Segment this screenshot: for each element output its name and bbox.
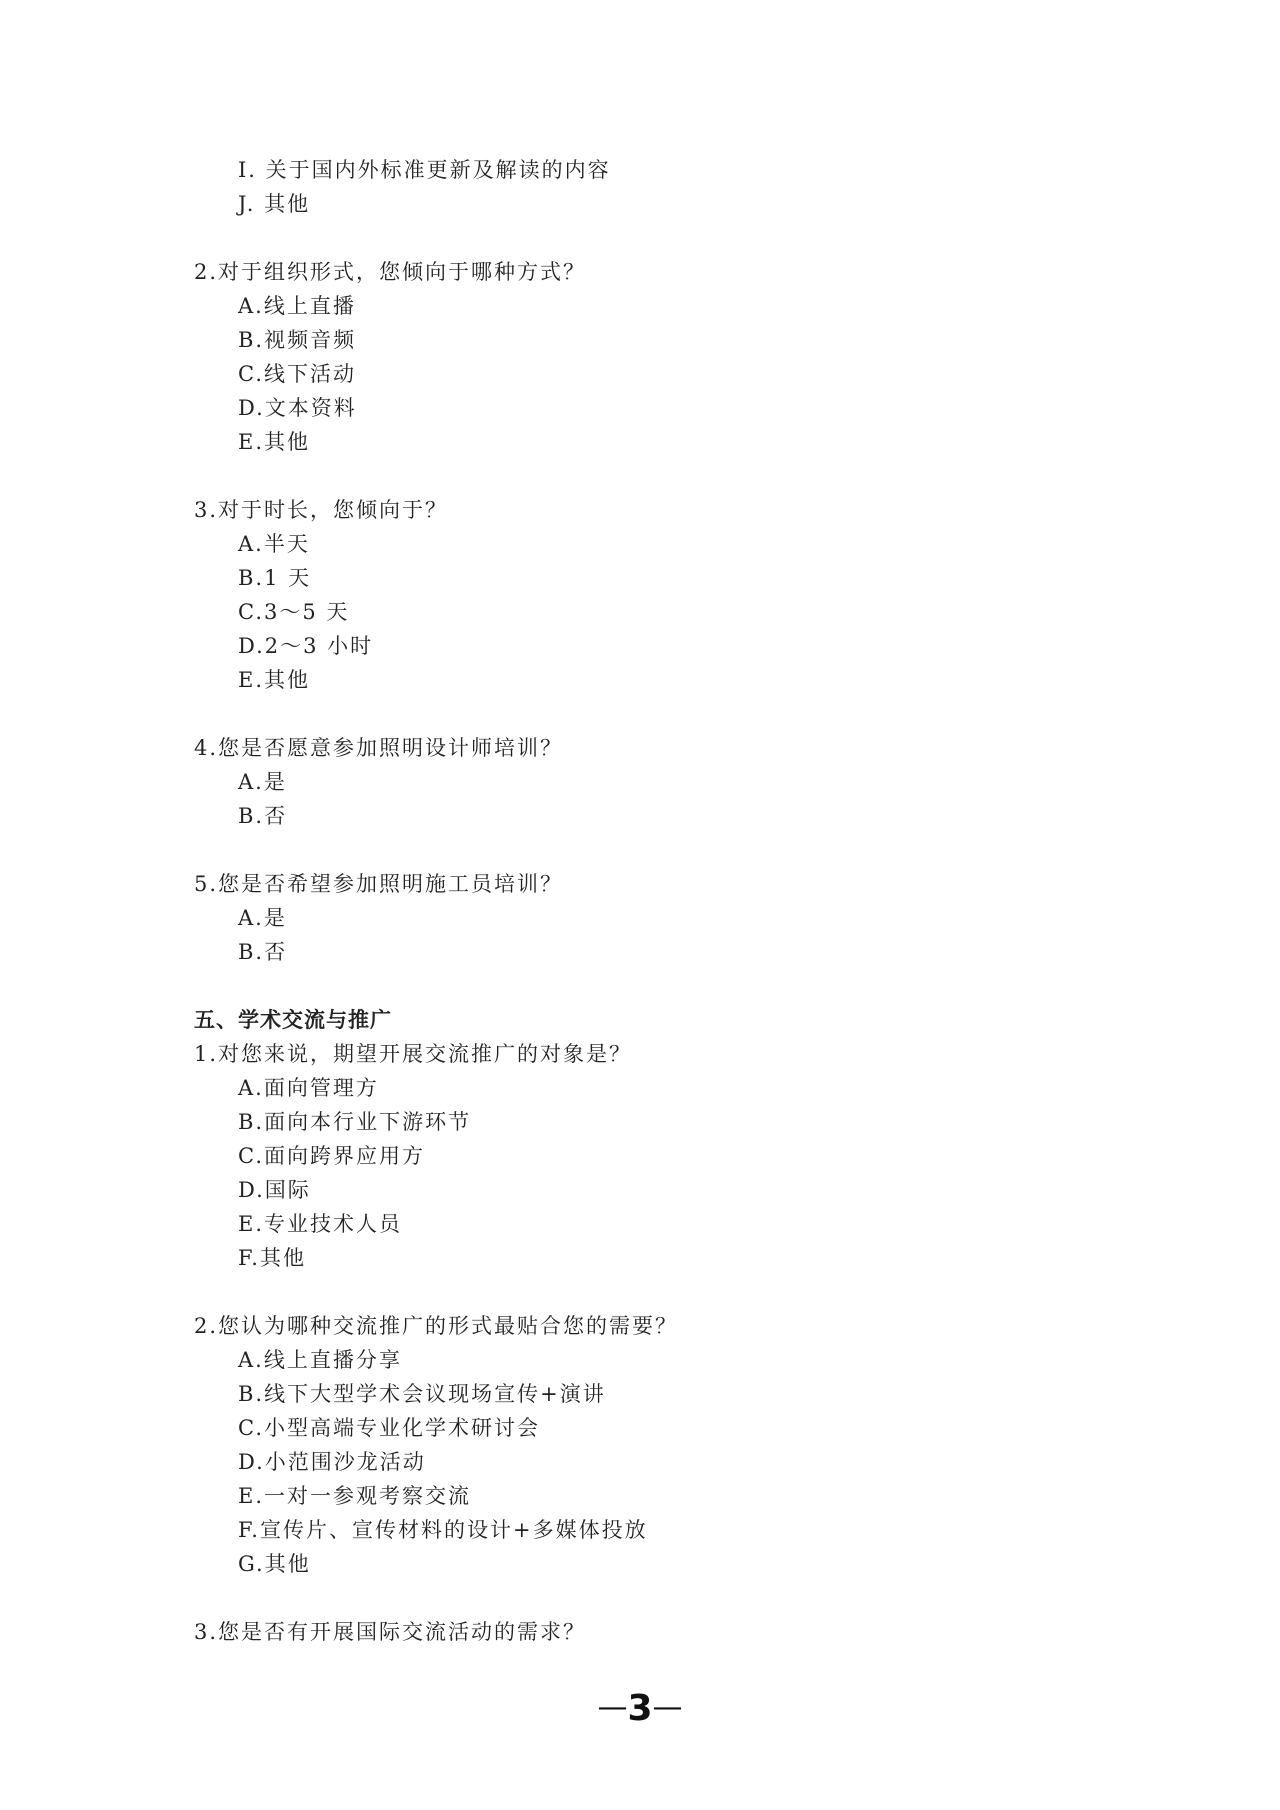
- question-text: 1.对您来说，期望开展交流推广的对象是？: [194, 1042, 633, 1066]
- option-text: D.国际: [238, 1178, 311, 1202]
- option-text: A.线上直播分享: [238, 1348, 402, 1372]
- paragraph-gap: [194, 697, 1094, 731]
- option-text: E.一对一参观考察交流: [238, 1484, 472, 1508]
- option-text: B.否: [238, 804, 288, 828]
- option-text: F.宣传片、宣传材料的设计+多媒体投放: [238, 1518, 648, 1542]
- option-text: A.半天: [238, 532, 310, 556]
- question-text: 5.您是否希望参加照明施工员培训？: [194, 872, 564, 896]
- option-text: E.其他: [238, 430, 311, 454]
- option-text: A.线上直播: [238, 294, 356, 318]
- option-text: A.面向管理方: [238, 1076, 379, 1100]
- option-text: E.其他: [238, 668, 311, 692]
- option-text: C.线下活动: [238, 362, 356, 386]
- option-text: F.其他: [238, 1246, 306, 1270]
- paragraph-gap: [194, 459, 1094, 493]
- option-text: B.面向本行业下游环节: [238, 1110, 472, 1134]
- option-text: I. 关于国内外标准更新及解读的内容: [238, 158, 611, 182]
- option-text: A.是: [238, 770, 287, 794]
- paragraph-gap: [194, 833, 1094, 867]
- paragraph-gap: [194, 1275, 1094, 1309]
- option-text: B.线下大型学术会议现场宣传+演讲: [238, 1382, 606, 1406]
- option-text: G.其他: [238, 1552, 311, 1576]
- question-text: 4.您是否愿意参加照明设计师培训？: [194, 736, 564, 760]
- question-text: 3.您是否有开展国际交流活动的需求？: [194, 1620, 587, 1644]
- option-text: D.小范围沙龙活动: [238, 1450, 426, 1474]
- option-text: A.是: [238, 906, 287, 930]
- option-text: B.1 天: [238, 566, 312, 590]
- option-text: D.2～3 小时: [238, 634, 374, 658]
- footer-dash-right: —: [652, 1690, 683, 1725]
- option-text: J. 其他: [238, 192, 311, 216]
- option-text: E.专业技术人员: [238, 1212, 403, 1236]
- question-text: 2.对于组织形式，您倾向于哪种方式？: [194, 260, 587, 284]
- page-number: 3: [627, 1688, 653, 1729]
- option-text: D.文本资料: [238, 396, 357, 420]
- paragraph-gap: [194, 221, 1094, 255]
- option-text: B.视频音频: [238, 328, 357, 352]
- paragraph-gap: [194, 1581, 1094, 1615]
- question-text: 2.您认为哪种交流推广的形式最贴合您的需要？: [194, 1314, 679, 1338]
- option-text: C.面向跨界应用方: [238, 1144, 425, 1168]
- question-text: 3.对于时长，您倾向于？: [194, 498, 449, 522]
- option-text: B.否: [238, 940, 288, 964]
- page-footer: [0, 1688, 1280, 1729]
- footer-dash-left: —: [597, 1690, 628, 1725]
- paragraph-gap: [194, 969, 1094, 1003]
- option-text: C.小型高端专业化学术研讨会: [238, 1416, 540, 1440]
- questionnaire-body: [194, 153, 1094, 1649]
- section-heading: 五、学术交流与推广: [194, 1008, 392, 1032]
- option-text: C.3～5 天: [238, 600, 350, 624]
